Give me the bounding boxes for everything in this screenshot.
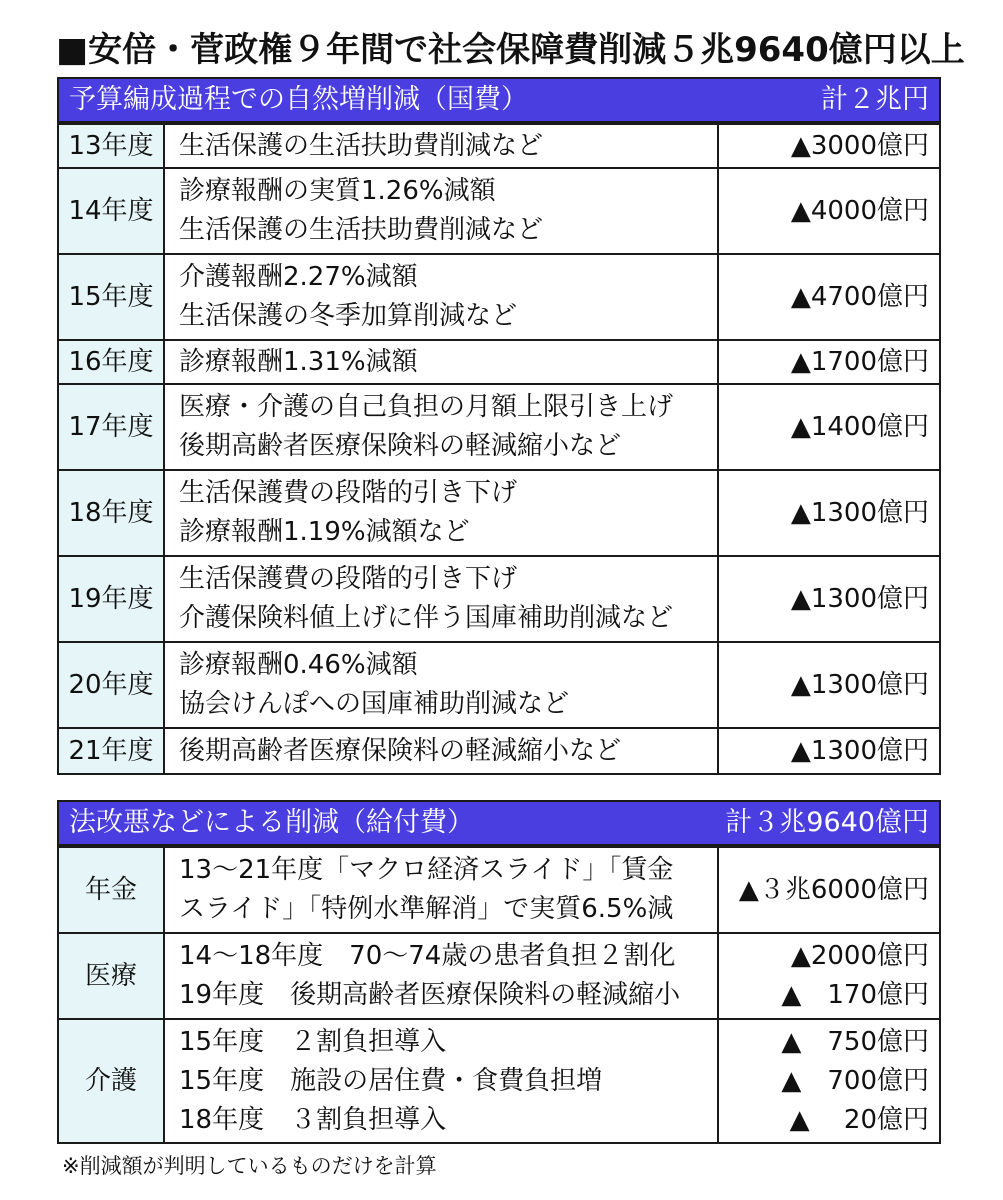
law-cuts-table — [57, 846, 941, 1144]
amount-value: ▲ 170億円 — [781, 980, 929, 1010]
category-cell: 医療 — [58, 933, 164, 1019]
year-cell: 16年度 — [58, 340, 164, 384]
table-row — [58, 470, 940, 556]
budget-cuts-header — [57, 77, 941, 123]
description-line: 後期高齢者医療保険料の軽減縮小など — [179, 735, 622, 766]
description-line: 介護保険料値上げに伴う国庫補助削減など — [179, 603, 674, 633]
amount-value: ▲1700億円 — [790, 346, 929, 377]
description-cell — [164, 168, 718, 254]
description-cell — [164, 340, 718, 384]
description-cell — [164, 384, 718, 470]
description-line: 医療・介護の自己負担の月額上限引き上げ — [179, 392, 674, 422]
table-row — [58, 254, 940, 340]
year-cell: 17年度 — [58, 384, 164, 470]
description-cell — [164, 642, 718, 728]
table-row — [58, 168, 940, 254]
description-cell — [164, 1019, 718, 1143]
description-cell — [164, 728, 718, 774]
year-cell: 19年度 — [58, 556, 164, 642]
description-line: 13～21年度「マクロ経済スライド」「賃金 — [179, 855, 674, 885]
table-row — [58, 556, 940, 642]
description-line: 診療報酬0.46%減額 — [179, 650, 418, 680]
table-row — [58, 1019, 940, 1143]
description-line: 15年度 施設の居住費・食費負担増 — [179, 1065, 603, 1096]
table-row — [58, 124, 940, 168]
amount-value: ▲ 750億円 — [781, 1026, 929, 1057]
year-cell: 20年度 — [58, 642, 164, 728]
amount-cell — [718, 470, 940, 556]
description-line: 生活保護の冬季加算削減など — [179, 301, 518, 331]
description-line: 協会けんぽへの国庫補助削減など — [179, 689, 570, 719]
amount-value: ▲4700億円 — [790, 281, 929, 312]
description-line: 14～18年度 70～74歳の患者負担２割化 — [179, 941, 676, 971]
year-cell: 14年度 — [58, 168, 164, 254]
description-line: 19年度 後期高齢者医療保険料の軽減縮小 — [179, 980, 681, 1010]
amount-cell — [718, 254, 940, 340]
amount-cell — [718, 1019, 940, 1143]
amount-cell — [718, 728, 940, 774]
description-cell — [164, 847, 718, 933]
table-row — [58, 847, 940, 933]
description-cell — [164, 556, 718, 642]
category-cell: 年金 — [58, 847, 164, 933]
law-cuts-header — [57, 800, 941, 846]
year-cell: 18年度 — [58, 470, 164, 556]
year-cell: 13年度 — [58, 124, 164, 168]
footnote: ※削減額が判明しているものだけを計算 — [62, 1154, 437, 1178]
amount-value: ▲1400億円 — [790, 411, 929, 442]
amount-cell — [718, 556, 940, 642]
description-line: 18年度 ３割負担導入 — [179, 1104, 447, 1135]
amount-cell — [718, 340, 940, 384]
description-line: 生活保護費の段階的引き下げ — [179, 478, 518, 508]
amount-cell — [718, 642, 940, 728]
description-cell — [164, 254, 718, 340]
amount-value: ▲4000億円 — [790, 195, 929, 226]
amount-value: ▲1300億円 — [790, 497, 929, 528]
amount-value: ▲2000億円 — [790, 941, 929, 971]
page-title: ■安倍・菅政権９年間で社会保障費削減５兆9640億円以上 — [56, 30, 965, 70]
law-cuts-header-label: 法改悪などによる削減（給付費） — [69, 807, 474, 838]
description-line: 生活保護費の段階的引き下げ — [179, 564, 518, 594]
amount-cell — [718, 124, 940, 168]
description-cell — [164, 124, 718, 168]
description-cell — [164, 933, 718, 1019]
amount-value: ▲3000億円 — [790, 130, 929, 161]
amount-cell — [718, 168, 940, 254]
budget-cuts-table — [57, 123, 941, 775]
description-line: 15年度 ２割負担導入 — [179, 1026, 447, 1057]
amount-value: ▲ 20億円 — [789, 1104, 929, 1135]
year-cell: 15年度 — [58, 254, 164, 340]
description-cell — [164, 470, 718, 556]
category-cell: 介護 — [58, 1019, 164, 1143]
table-row — [58, 933, 940, 1019]
description-line: 生活保護の生活扶助費削減など — [179, 215, 544, 245]
description-line: 生活保護の生活扶助費削減など — [179, 130, 544, 161]
amount-cell — [718, 933, 940, 1019]
description-line: スライド」「特例水準解消」で実質6.5%減 — [179, 894, 674, 924]
table-row — [58, 384, 940, 470]
description-line: 診療報酬1.19%減額など — [179, 517, 470, 547]
description-line: 介護報酬2.27%減額 — [179, 262, 418, 292]
budget-cuts-header-label: 予算編成過程での自然増削減（国費） — [69, 84, 528, 115]
budget-cuts-section — [57, 77, 941, 775]
amount-cell — [718, 847, 940, 933]
year-cell: 21年度 — [58, 728, 164, 774]
description-line: 診療報酬の実質1.26%減額 — [179, 176, 496, 206]
amount-value: ▲1300億円 — [790, 583, 929, 614]
table-row — [58, 642, 940, 728]
amount-value: ▲３兆6000億円 — [738, 874, 929, 905]
table-row — [58, 728, 940, 774]
description-line: 診療報酬1.31%減額 — [179, 346, 418, 377]
amount-value: ▲1300億円 — [790, 669, 929, 700]
law-cuts-header-total: 計３兆9640億円 — [725, 807, 929, 838]
amount-value: ▲ 700億円 — [781, 1065, 929, 1096]
amount-cell — [718, 384, 940, 470]
amount-value: ▲1300億円 — [790, 735, 929, 766]
law-cuts-section — [57, 800, 941, 1144]
description-line: 後期高齢者医療保険料の軽減縮小など — [179, 431, 622, 461]
table-row — [58, 340, 940, 384]
budget-cuts-header-total: 計２兆円 — [821, 84, 929, 115]
